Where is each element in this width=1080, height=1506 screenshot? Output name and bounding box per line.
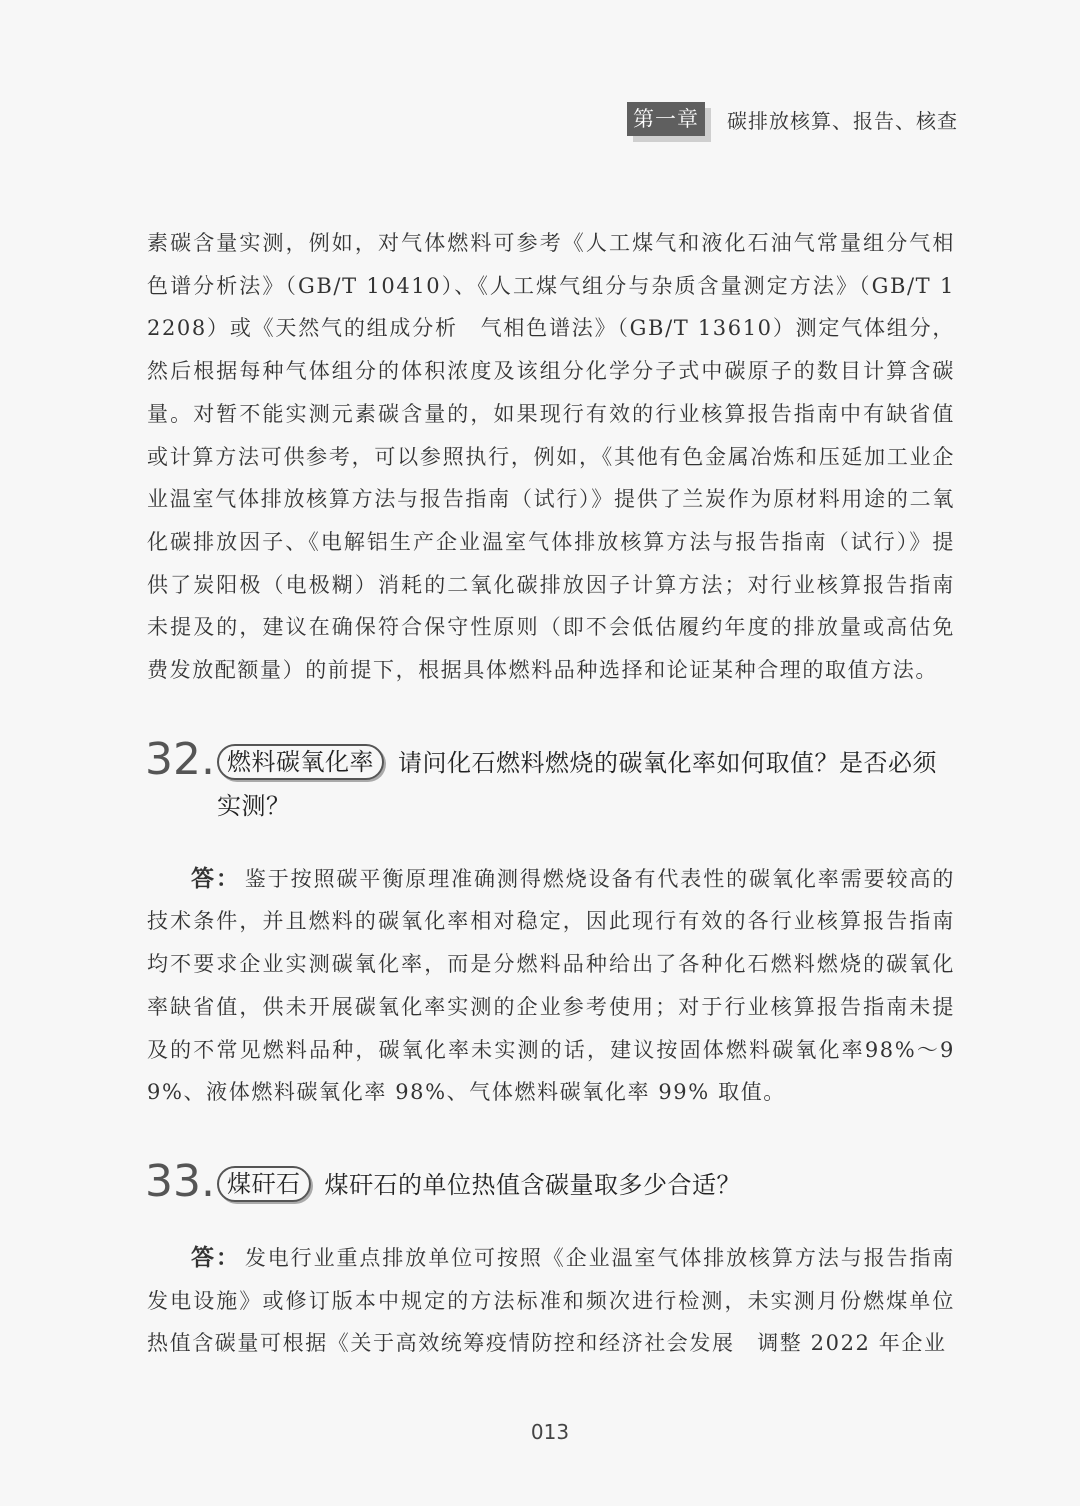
chapter-title: 碳排放核算、报告、核查 — [727, 108, 958, 133]
question-number: 33. — [145, 1155, 215, 1207]
answer-label: 答： — [191, 1244, 241, 1271]
answer-text: 鉴于按照碳平衡原理准确测得燃烧设备有代表性的碳氧化率需要较高的技术条件，并且燃料的碳氧化率相对稳定，因此现行有效的各行业核算报告指南均不要求企业实测碳氧化率，而是分燃料品种给出了各种化石燃料燃烧的碳氧化率缺省值，供未开展碳氧化率实测的企业参考使用；对于行业核算报告指南未提及的不常见燃料品种，碳氧化率未实测的话，建议按固体燃料碳氧化率98%～99%、液体燃料碳氧化率 98%、气体燃料碳氧化率 99% 取值。 — [147, 866, 955, 1105]
question-tag: 燃料碳氧化率 — [217, 744, 384, 780]
page-content — [145, 222, 978, 1365]
chapter-tag — [627, 102, 705, 136]
question-32 — [145, 733, 955, 828]
running-header — [627, 100, 958, 138]
answer-32 — [147, 858, 955, 1114]
question-33 — [145, 1155, 955, 1207]
question-number: 32. — [145, 733, 215, 785]
question-tag: 煤矸石 — [217, 1166, 311, 1202]
question-text: 煤矸石的单位热值含碳量取多少合适？ — [324, 1170, 741, 1199]
answer-paragraph — [147, 1237, 978, 1365]
question-heading — [217, 1164, 955, 1207]
answer-33 — [147, 1237, 978, 1365]
answer-text: 发电行业重点排放单位可按照《企业温室气体排放核算方法与报告指南 发电设施》或修订版本中规定的方法标准和频次进行检测，未实测月份燃煤单位热值含碳量可根据《关于高效统筹疫情防控和经济社会发展 调整 2022 年企业 — [147, 1245, 978, 1356]
page-number: 013 — [530, 1420, 570, 1444]
question-text: 请问化石燃料燃烧的碳氧化率如何取值？是否必须实测？ — [217, 748, 937, 820]
answer-label: 答： — [191, 865, 241, 892]
answer-paragraph — [147, 858, 955, 1114]
intro-paragraph: 素碳含量实测，例如，对气体燃料可参考《人工煤气和液化石油气常量组分气相色谱分析法》（GB/T 10410）、《人工煤气组分与杂质含量测定方法》（GB/T 12208）或《天然气的组成分析 气相色谱法》（GB/T 13610）测定气体组分，然后根据每种气体组分的体积浓度及该组分化学分子式中碳原子的数目计算含碳量。对暂不能实测元素碳含量的，如果现行有效的行业核算报告指南中有缺省值或计算方法可供参考，可以参照执行，例如，《其他有色金属冶炼和压延加工业企业温室气体排放核算方法与报告指南（试行）》提供了兰炭作为原材料用途的二氧化碳排放因子、《电解铝生产企业温室气体排放核算方法与报告指南（试行）》提供了炭阳极（电极糊）消耗的二氧化碳排放因子计算方法；对行业核算报告指南未提及的，建议在确保符合保守性原则（即不会低估履约年度的排放量或高估免费发放配额量）的前提下，根据具体燃料品种选择和论证某种合理的取值方法。 — [147, 231, 955, 683]
chapter-label: 第一章 — [627, 102, 705, 136]
question-heading — [217, 742, 955, 828]
